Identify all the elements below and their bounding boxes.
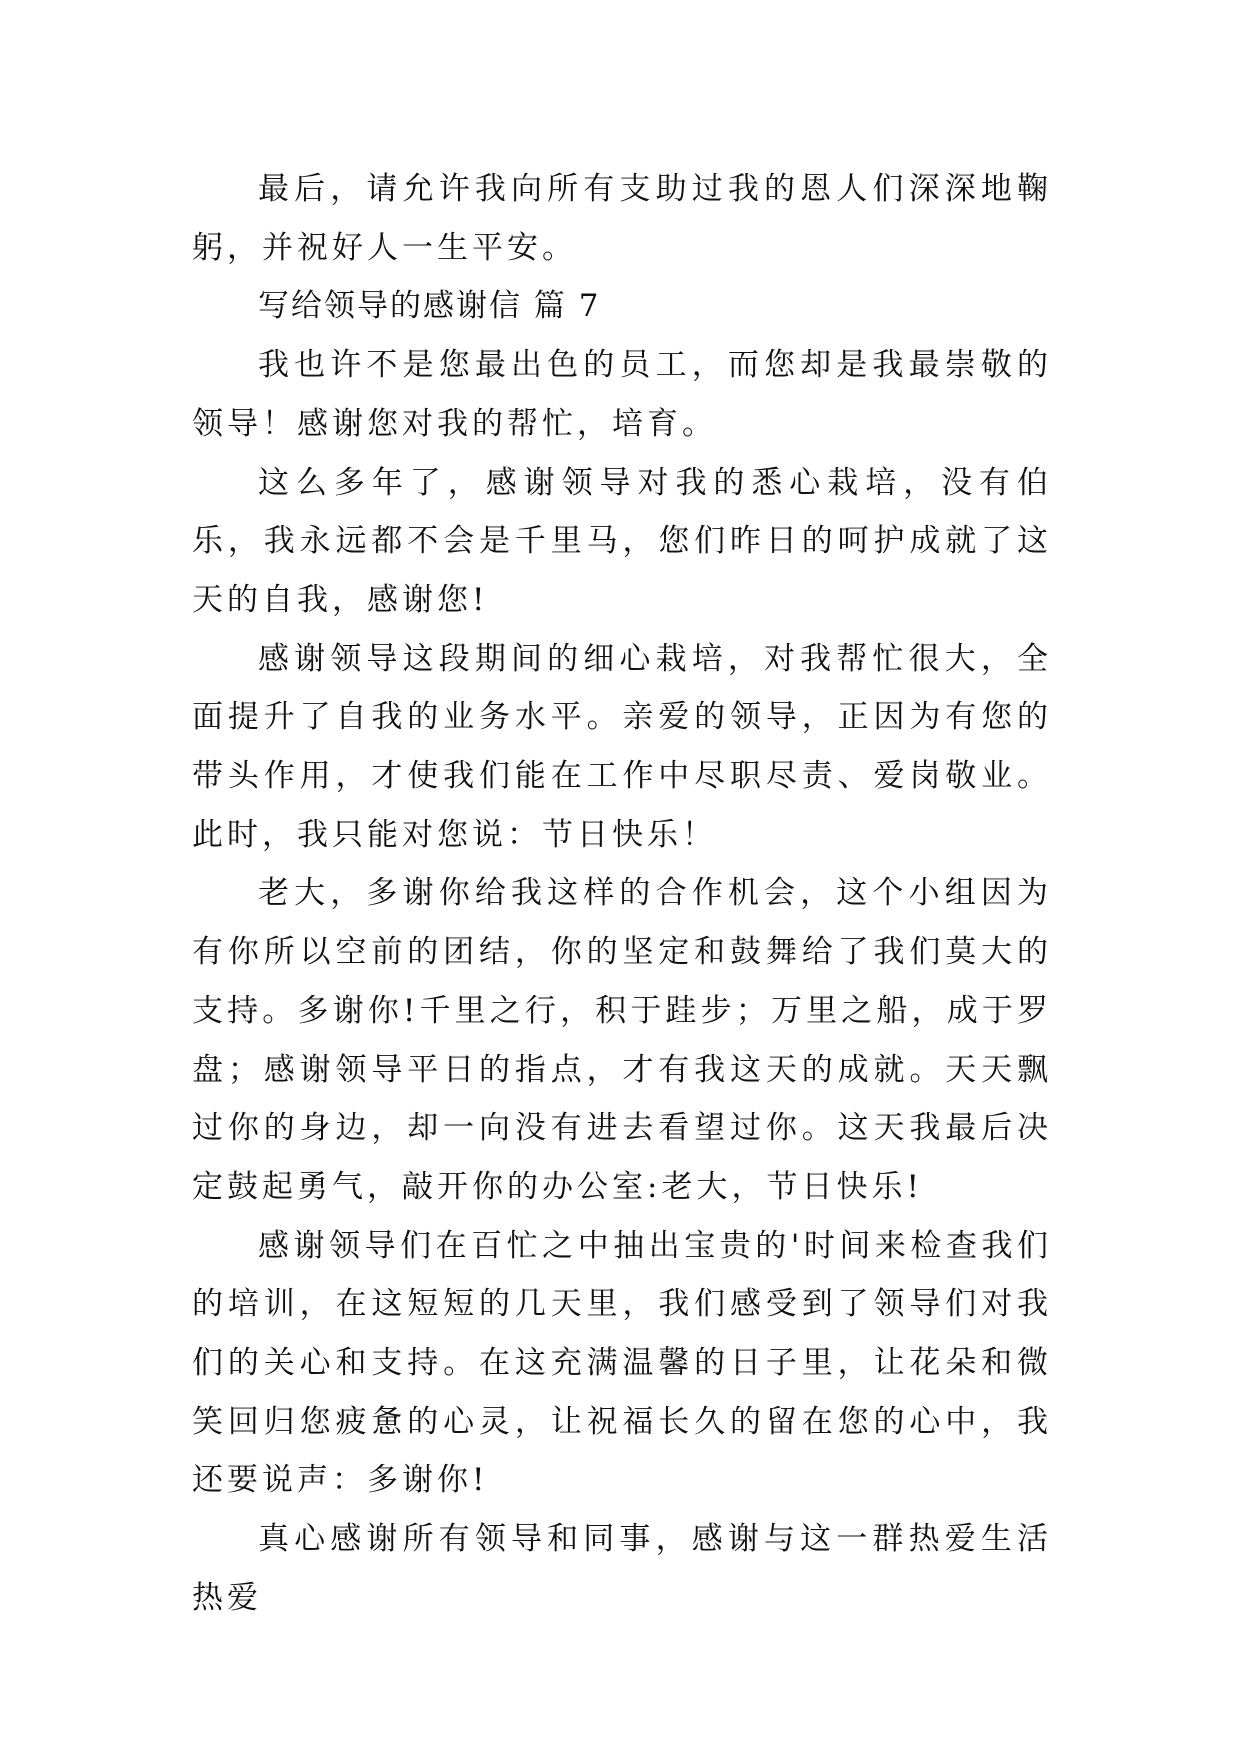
paragraph-cultivation: 感谢领导这段期间的细心栽培，对我帮忙很大，全面提升了自我的业务水平。亲爱的领导，正因为有您的带头作用，才使我们能在工作中尽职尽责、爱岗敬业。此时，我只能对您说：节日快乐！ [192,640,1052,853]
paragraph-closing-thanks: 最后，请允许我向所有支助过我的恩人们深深地鞠躬，并祝好人一生平安。 [192,171,1052,266]
paragraph-colleagues: 真心感谢所有领导和同事，感谢与这一群热爱生活热爱 [192,1521,1052,1616]
section-heading: 写给领导的感谢信 篇 7 [258,288,601,325]
paragraph-training: 感谢领导们在百忙之中抽出宝贵的'时间来检查我们的培训，在这短短的几天里，我们感受到了领导们对我们的关心和支持。在这充满温馨的日子里，让花朵和微笑回归您疲惫的心灵，让祝福长久的留在您的心中，我还要说声：多谢你! [192,1227,1052,1499]
document-body [192,160,1052,1628]
paragraph-years: 这么多年了，感谢领导对我的悉心栽培，没有伯乐，我永远都不会是千里马，您们昨日的呵护成就了这天的自我，感谢您! [192,464,1052,618]
paragraph-intro: 我也许不是您最出色的员工，而您却是我最崇敬的领导！感谢您对我的帮忙，培育。 [192,347,1052,442]
paragraph-boss: 老大，多谢你给我这样的合作机会，这个小组因为有你所以空前的团结，你的坚定和鼓舞给了我们莫大的支持。多谢你!千里之行，积于跬步；万里之船，成于罗盘；感谢领导平日的指点，才有我这天的成就。天天飘过你的身边，却一向没有进去看望过你。这天我最后决定鼓起勇气，敲开你的办公室:老大，节日快乐! [192,875,1052,1205]
